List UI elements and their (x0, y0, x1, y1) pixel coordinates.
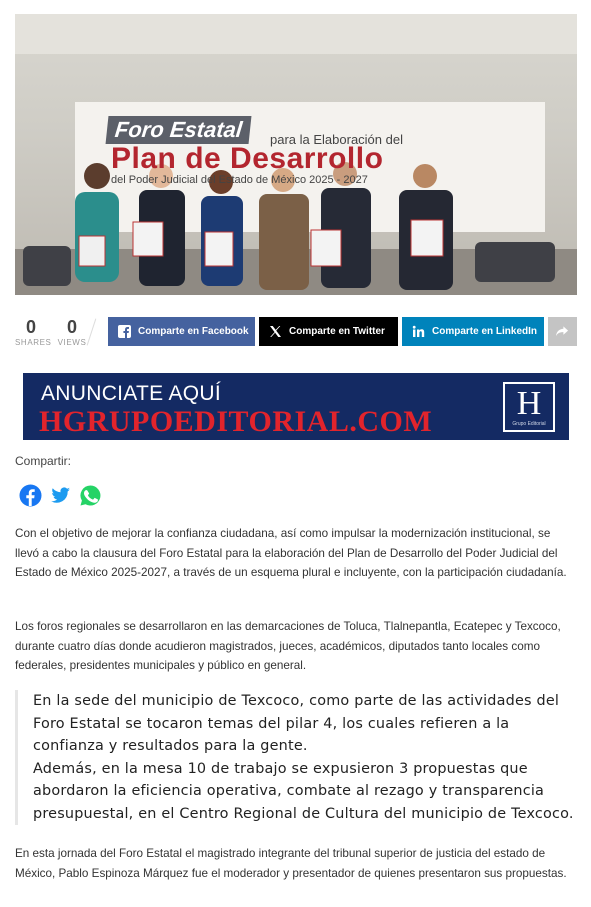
social-share-icons (19, 484, 102, 508)
share-linkedin-button[interactable] (402, 317, 544, 346)
ad-logo-letter: H (516, 385, 542, 422)
ad-logo-subtitle: Grupo Editorial (512, 421, 546, 427)
banner-subtitle: para la Elaboración del (270, 132, 403, 147)
ad-headline: ANUNCIATE AQUÍ (41, 382, 222, 405)
divider (87, 319, 97, 346)
share-linkedin-label: Comparte en LinkedIn (432, 326, 538, 337)
ad-banner[interactable] (23, 373, 569, 440)
article-hero-image (15, 14, 577, 295)
facebook-icon[interactable] (19, 484, 42, 507)
banner-title-foro: Foro Estatal (106, 116, 252, 144)
share-twitter-label: Comparte en Twitter (289, 326, 385, 337)
share-arrow-icon (555, 325, 569, 339)
share-more-button[interactable] (548, 317, 577, 346)
share-facebook-button[interactable] (108, 317, 255, 346)
banner-subtitle-poder: del Poder Judicial del Estado de México 2025 - 2027 (111, 174, 368, 186)
article-paragraph: Con el objetivo de mejorar la confianza ciudadana, así como impulsar la modernización institucional, se llevó a cabo la clausura del Foro Estatal para la elaboración del Plan de Desarrollo del Poder Judicial del Estado de México 2025-2027, a través de un esquema plural e incluyente, con la participación ciudadanía. (15, 527, 567, 579)
quote-line: En la sede del municipio de Texcoco, como parte de las actividades del Foro Estatal se tocaron temas del pilar 4, los cuales refieren a la confianza y resultados para la gente. (33, 693, 560, 754)
views-counter (56, 316, 88, 348)
views-count: 0 (66, 317, 77, 337)
ad-logo (503, 382, 555, 432)
shares-counter (15, 316, 52, 348)
shares-label: SHARES (15, 338, 52, 347)
article-paragraph: En esta jornada del Foro Estatal el magistrado integrante del tribunal superior de justicia del estado de México, Pablo Espinoza Márquez fue el moderador y presentador de quienes presentaron sus propuestas. (15, 847, 567, 880)
share-twitter-button[interactable] (259, 317, 398, 346)
facebook-icon (117, 325, 131, 339)
whatsapp-icon[interactable] (79, 484, 102, 507)
banner-title-plan: Plan de Desarrollo (111, 142, 384, 175)
shares-count: 0 (25, 317, 36, 337)
x-logo-icon (268, 325, 282, 339)
quote-line: Además, en la mesa 10 de trabajo se expusieron 3 propuestas que abordaron la eficiencia operativa, combate al rezago y transparencia presupuestal, en el Centro Regional de Cultura del municipio de Texcoco. (33, 760, 574, 822)
twitter-icon[interactable] (49, 484, 72, 507)
share-heading: Compartir: (15, 454, 72, 468)
linkedin-icon (411, 325, 425, 339)
share-facebook-label: Comparte en Facebook (138, 326, 249, 337)
views-label: VIEWS (57, 338, 87, 347)
ad-url: HGRUPOEDITORIAL.COM (39, 405, 433, 438)
article-paragraph: Los foros regionales se desarrollaron en las demarcaciones de Toluca, Tlalnepantla, Ecatepec y Texcoco, durante cuatro días donde acudieron magistrados, jueces, académicos, diputados tanto locales como federales, presidentes municipales y público en general. (15, 620, 561, 672)
share-bar (15, 316, 577, 348)
article-blockquote (15, 690, 577, 825)
